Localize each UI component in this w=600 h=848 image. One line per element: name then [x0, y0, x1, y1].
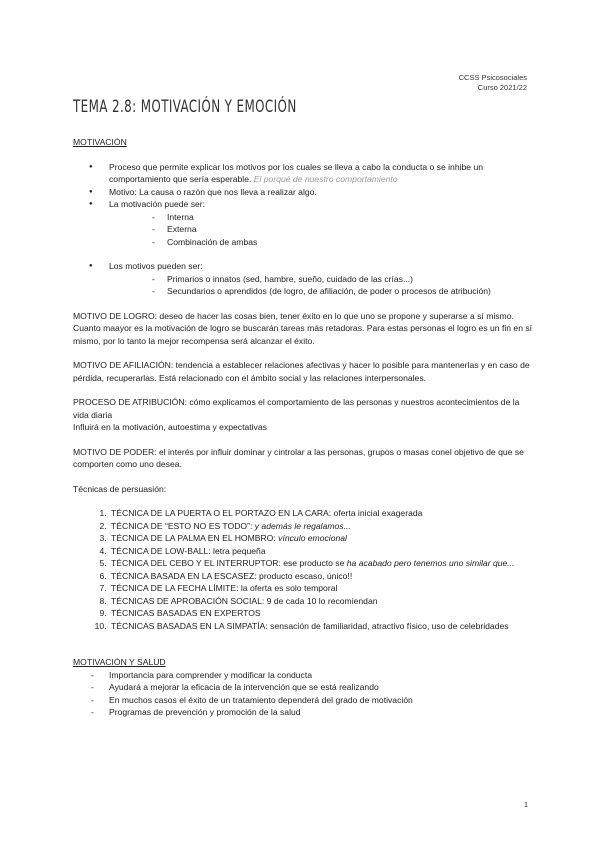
list-item: - En muchos casos el éxito de un tratamiento dependerá del grado de motivación [109, 694, 533, 707]
techniques-list [73, 507, 533, 632]
list-item [109, 620, 533, 633]
motivation-types [109, 211, 533, 249]
bullet-text: La motivación puede ser: [109, 199, 206, 209]
motivation-bullets [73, 161, 533, 249]
list-item: - Interna [167, 211, 533, 224]
bullet-text: Los motivos pueden ser: [109, 261, 203, 271]
technique-note: y además le regalamos... [254, 520, 351, 531]
technique-text: TÉCNICA DE LA PUERTA O EL PORTAZO EN LA CARA: oferta inicial exagerada [111, 508, 423, 518]
technique-text: TÉCNICA DE LOW-BALL: letra pequeña [111, 545, 266, 556]
list-item [109, 507, 533, 520]
course-header [459, 73, 527, 93]
technique-text: TÉCNICA DE “ESTO NO ES TODO”: [111, 520, 255, 531]
paragraph-logro: MOTIVO DE LOGRO: deseo de hacer las cosas bien, tener éxito en lo que uno se propone y superarse a sí mismo. Cuanto maayor es la motivación de logro se buscarán tareas más retadoras. Para estas personas el logro es un fin en sí mismo, por lo tanto la mejor recompensa será alcanzar el éxito. [73, 310, 533, 346]
page-number: 1 [523, 800, 528, 809]
paragraph-atribucion: PROCESO DE ATRIBUCIÓN: cómo explicamos el comportamiento de las personas y nuestros acontecimientos de la vida diaria [73, 397, 520, 420]
techniques-intro: Técnicas de persuasión: [73, 483, 167, 494]
motives-bullets [73, 260, 533, 298]
list-item [109, 582, 533, 595]
paragraph-afiliacion: MOTIVO DE AFILIACIÓN: tendencia a establecer relaciones afectivas y hacer lo posible para mantenerlas y en caso de pérdida, recuperarlas. Está relacionado con el ámbito social y las relaciones interpersonales. [73, 360, 530, 383]
list-item [109, 570, 533, 583]
technique-text: TÉCNICA BASADA EN LA ESCASEZ: producto escaso, único!! [111, 570, 353, 581]
list-item: - Primarios o innatos (sed, hambre, sueño, cuidado de las crías...) [167, 273, 533, 286]
list-item: - Combinación de ambas [167, 236, 533, 249]
technique-note: ha acabado pero tenemos uno similar que... [346, 558, 515, 568]
list-item [109, 595, 533, 608]
list-item [109, 520, 533, 533]
technique-note: vínculo emocional [278, 533, 347, 543]
technique-text: TÉCNICAS DE APROBACIÓN SOCIAL: 9 de cada 10 lo recomiendan [111, 595, 378, 606]
list-item [109, 532, 533, 545]
technique-text: TÉCNICAS BASADAS EN EXPERTOS [111, 608, 261, 618]
bullet-text: Proceso que permite explicar los motivos por los cuales se lleva a cabo la conducta o se inhibe un comportamiento que sería esperable. [109, 161, 484, 184]
motive-types [109, 273, 533, 298]
list-item: - Importancia para comprender y modificar la conducta [109, 669, 533, 682]
technique-text: TÉCNICA DE LA PALMA EN EL HOMBRO: [111, 533, 279, 543]
paragraph-poder: MOTIVO DE PODER: el interés por influir dominar y cintrolar a las personas, grupos o masas conel objetivo de que se comporten como uno desea. [73, 446, 524, 469]
list-item: - Ayudará a mejorar la eficacia de la intervención que se está realizando [109, 681, 533, 694]
list-item [109, 545, 533, 558]
list-item [109, 198, 533, 248]
course-year: Curso 2021/22 [477, 83, 527, 92]
list-item [109, 607, 533, 620]
technique-text: TÉCNICAS BASADAS EN LA SIMPATÍA: sensación de familiaridad, atractivo físico, uso de celebridades [111, 620, 509, 631]
page-title: TEMA 2.8: MOTIVACIÓN Y EMOCIÓN [73, 97, 297, 117]
paragraph-atribucion-2: Influirá en la motivación, autoestima y expectativas [73, 422, 267, 432]
list-item: - Externa [167, 223, 533, 236]
list-item [109, 557, 533, 570]
technique-text: TÉCNICA DEL CEBO Y EL INTERRUPTOR: ese producto se [111, 558, 347, 568]
section-heading-salud: MOTIVACIÓN Y SALUD [73, 657, 166, 667]
list-item: - Programas de prevención y promoción de la salud [109, 706, 533, 719]
list-item [109, 260, 533, 298]
list-item: - Secundarios o aprendidos (de logro, de afiliación, de poder o procesos de atribución) [167, 285, 533, 298]
bullet-note: El porqué de nuestro comportamiento [253, 174, 398, 184]
technique-text: TÉCNICA DE LA FECHA LÍMITE: la oferta es solo temporal [111, 583, 338, 593]
section-heading-motivacion: MOTIVACIÓN [73, 137, 127, 147]
course-name: CCSS Psicosociales [458, 73, 527, 82]
list-item: ● Motivo: La causa o razón que nos lleva a realizar algo. [109, 186, 533, 199]
document-body [73, 136, 533, 719]
list-item [109, 161, 533, 186]
health-list [73, 669, 533, 719]
